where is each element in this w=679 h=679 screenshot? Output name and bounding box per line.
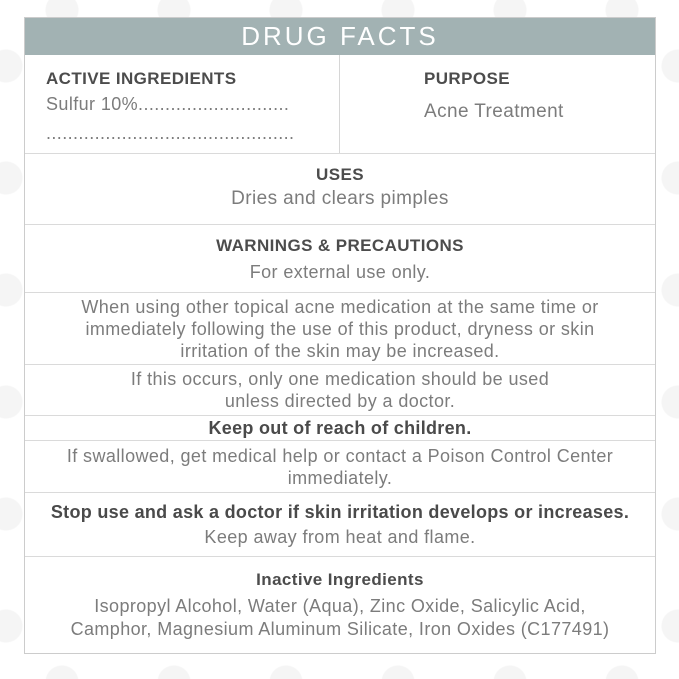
active-ingredients-heading: ACTIVE INGREDIENTS [46,69,237,88]
purpose-section [340,55,655,153]
inactive-ingredients-heading: Inactive Ingredients [256,570,424,589]
uses-value: Dries and clears pimples [231,188,449,209]
keep-out-of-reach-statement [25,416,655,441]
stop-use-paragraph [51,500,629,550]
uses-section [25,154,655,225]
keep-out-of-reach-text: Keep out of reach of children. [208,418,472,438]
warnings-heading: WARNINGS & PRECAUTIONS [216,236,464,255]
warnings-section [25,225,655,293]
purpose-value: Acne Treatment [424,101,564,122]
if-this-occurs-statement [25,365,655,416]
active-ingredients-purpose-row [25,55,655,154]
if-this-occurs-text: If this occurs, only one medication should be used unless directed by a doctor. [130,369,550,411]
purpose-heading: PURPOSE [424,69,510,88]
drug-facts-title: DRUG FACTS [241,21,439,51]
uses-heading: USES [316,165,364,184]
keep-away-text: Keep away from heat and flame. [204,526,476,547]
drug-facts-header [25,18,655,55]
active-ingredient-value: Sulfur 10%............................ [46,94,290,114]
when-using-statement [25,293,655,365]
active-ingredients-section [25,55,340,153]
inactive-ingredients-section [25,557,655,654]
stop-use-statement [25,493,655,557]
inactive-ingredients-list: Isopropyl Alcohol, Water (Aqua), Zinc Oxide, Salicylic Acid, Camphor, Magnesium Aluminum Silicate, Iron Oxides (C177491) [70,596,610,639]
when-using-text: When using other topical acne medication at the same time or immediately following the use of this product, dryness or skin irritation of the skin may be increased. [81,296,599,361]
if-swallowed-statement [25,441,655,493]
if-swallowed-text: If swallowed, get medical help or contact a Poison Control Center immediately. [66,445,614,488]
warnings-value: For external use only. [249,262,431,282]
active-ingredient-dots-line: .............................................. [46,123,295,143]
stop-use-bold-text: Stop use and ask a doctor if skin irritation develops or increases. [50,501,630,522]
drug-facts-label [24,17,656,654]
